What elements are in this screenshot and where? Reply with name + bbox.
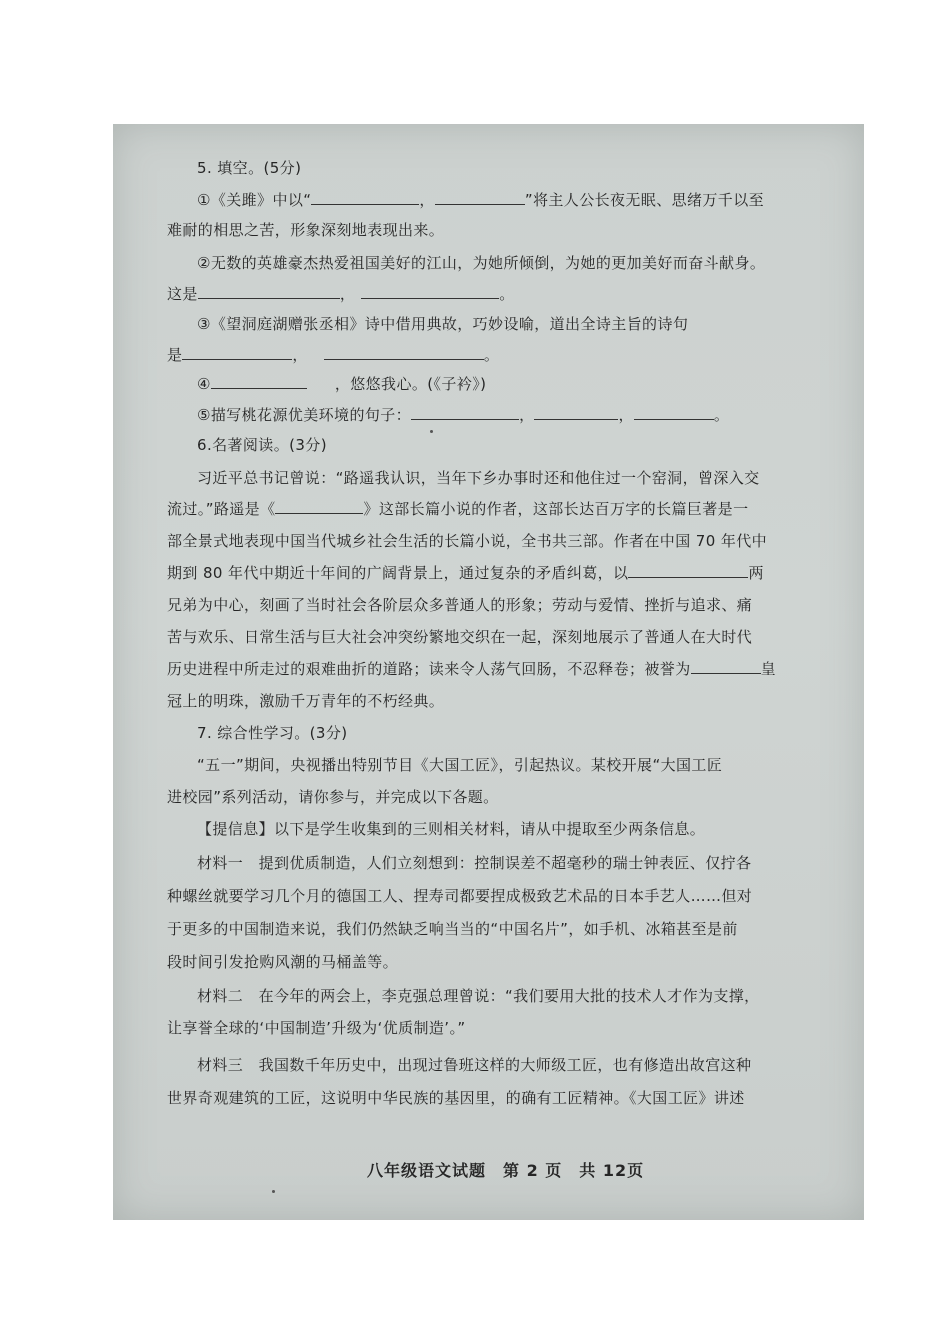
q6-line5: 兄弟为中心，刻画了当时社会各阶层众多普通人的形象；劳动与爱情、挫折与追求、痛 [167, 596, 753, 614]
material2-line2: 让享誉全球的‘中国制造’升级为‘优质制造’。” [167, 1019, 466, 1037]
q5-item3-line1: ③《望洞庭湖赠张丞相》诗中借用典故，巧妙设喻，道出全诗主旨的诗句 [197, 315, 689, 333]
q6-line3: 部全景式地表现中国当代城乡社会生活的长篇小说，全书共三部。作者在中国 70 年代中 [167, 532, 768, 550]
page-footer: 八年级语文试题 第 2 页 共 12页 [367, 1161, 645, 1180]
answer-blank[interactable] [691, 659, 761, 674]
q7-line2: 进校园”系列活动，请你参与，并完成以下各题。 [167, 788, 499, 806]
q5-item1-line1: ①《关雎》中以“ ， ”将主人公长夜无眠、思绪万千以至 [197, 191, 765, 209]
material3-line2: 世界奇观建筑的工匠，这说明中华民族的基因里，的确有工匠精神。《大国工匠》讲述 [167, 1089, 745, 1107]
answer-blank[interactable] [411, 405, 519, 420]
answer-blank[interactable] [275, 499, 363, 514]
answer-blank[interactable] [198, 284, 340, 299]
material1-line4: 段时间引发抢购风潮的马桶盖等。 [167, 953, 399, 971]
answer-blank[interactable] [361, 284, 499, 299]
answer-blank[interactable] [311, 190, 419, 205]
answer-blank[interactable] [182, 345, 292, 360]
scanned-page-photo [113, 124, 864, 1220]
q6-line7: 历史进程中所走过的艰难曲折的道路；读来令人荡气回肠，不忍释卷；被誉为 皇 [167, 660, 777, 678]
answer-blank[interactable] [324, 345, 484, 360]
material1-line3: 于更多的中国制造来说，我们仍然缺乏响当当的“中国名片”，如手机、冰箱甚至是前 [167, 920, 738, 938]
q6-line4: 期到 80 年代中期近十年间的广阔背景上，通过复杂的矛盾纠葛，以 两 [167, 564, 764, 582]
q6-title: 6.名著阅读。(3分) [197, 436, 327, 454]
q7-line3: 【提信息】以下是学生收集到的三则相关材料，请从中提取至少两条信息。 [197, 820, 706, 838]
q5-item4: ④ ，悠悠我心。(《子衿》) [197, 375, 487, 393]
material3-line1: 材料三 我国数千年历史中，出现过鲁班这样的大师级工匠，也有修造出故宫这种 [197, 1056, 752, 1074]
material2-line1: 材料二 在今年的两会上，李克强总理曾说：“我们要用大批的技术人才作为支撑， [197, 987, 760, 1005]
scan-speck [430, 430, 433, 433]
material1-line2: 种螺丝就要学习几个月的德国工人、捏寿司都要捏成极致艺术品的日本手艺人……但对 [167, 887, 753, 905]
answer-blank[interactable] [435, 190, 525, 205]
q5-item3-line2: 是 ， 。 [167, 346, 500, 364]
q7-line1: “五一”期间，央视播出特别节目《大国工匠》，引起热议。某校开展“大国工匠 [197, 756, 723, 774]
answer-blank[interactable] [634, 405, 714, 420]
q5-item2-line1: ②无数的英雄豪杰热爱祖国美好的江山，为她所倾倒，为她的更加美好而奋斗献身。 [197, 254, 766, 272]
q6-line2: 流过。”路遥是《 》这部长篇小说的作者，这部长达百万字的长篇巨著是一 [167, 500, 749, 518]
answer-blank[interactable] [628, 563, 748, 578]
answer-blank[interactable] [211, 374, 307, 389]
q7-title: 7. 综合性学习。(3分) [197, 724, 348, 742]
q6-line6: 苦与欢乐、日常生活与巨大社会冲突纷繁地交织在一起，深刻地展示了普通人在大时代 [167, 628, 753, 646]
scan-speck [272, 1190, 275, 1193]
q5-item1-line2: 难耐的相思之苦，形象深刻地表现出来。 [167, 221, 445, 239]
material1-line1: 材料一 提到优质制造，人们立刻想到：控制误差不超毫秒的瑞士钟表匠、仅拧各 [197, 854, 752, 872]
q5-item2-line2: 这是 ， 。 [167, 285, 515, 303]
q5-item5: ⑤描写桃花源优美环境的句子： ， ， 。 [197, 406, 730, 424]
q6-line8: 冠上的明珠，激励千万青年的不朽经典。 [167, 692, 445, 710]
q5-title: 5. 填空。(5分) [197, 159, 302, 177]
answer-blank[interactable] [534, 405, 618, 420]
q6-line1: 习近平总书记曾说：“路遥我认识，当年下乡办事时还和他住过一个窑洞，曾深入交 [197, 469, 760, 487]
